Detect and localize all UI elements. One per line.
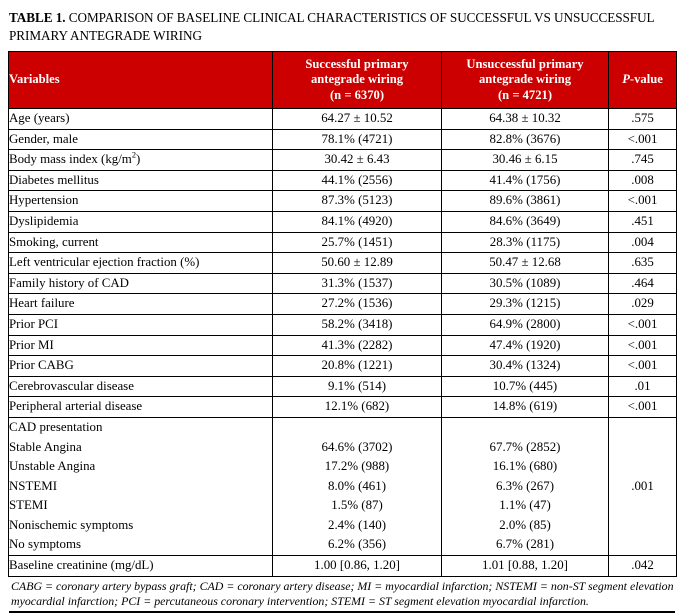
header-successful: [273, 52, 442, 109]
row-successful: 31.3% (1537): [273, 273, 442, 294]
row-unsuccessful: 89.6% (3861): [442, 191, 609, 212]
row-successful: 25.7% (1451): [273, 232, 442, 253]
row-pvalue: <.001: [609, 129, 677, 150]
cad-line-successful: 8.0% (461): [328, 478, 386, 493]
row-unsuccessful: 84.6% (3649): [442, 211, 609, 232]
row-unsuccessful: 64.9% (2800): [442, 314, 609, 335]
cad-line-unsuccessful: 16.1% (680): [492, 459, 558, 474]
table-row: [9, 253, 677, 274]
row-successful: 41.3% (2282): [273, 335, 442, 356]
row-unsuccessful: 30.4% (1324): [442, 356, 609, 377]
table-row: [9, 335, 677, 356]
cad-line-unsuccessful: 1.1% (47): [499, 498, 551, 513]
row-unsuccessful: 47.4% (1920): [442, 335, 609, 356]
table-row: [9, 191, 677, 212]
row-unsuccessful: 82.8% (3676): [442, 129, 609, 150]
header-successful-line2: antegrade wiring: [311, 72, 403, 87]
row-successful: 78.1% (4721): [273, 129, 442, 150]
row-variable: Smoking, current: [9, 232, 273, 253]
row-variable: Gender, male: [9, 129, 273, 150]
cad-variable-cell: [9, 417, 273, 555]
row-pvalue: .575: [609, 109, 677, 130]
row-variable: Prior MI: [9, 335, 273, 356]
cad-line-label: STEMI: [9, 498, 48, 513]
row-pvalue: .745: [609, 150, 677, 171]
table-row: [9, 314, 677, 335]
row-variable: Diabetes mellitus: [9, 170, 273, 191]
cad-line-successful: 1.5% (87): [331, 498, 383, 513]
row-unsuccessful: 28.3% (1175): [442, 232, 609, 253]
row-successful: 1.00 [0.86, 1.20]: [273, 556, 442, 577]
row-successful: 20.8% (1221): [273, 356, 442, 377]
cad-pvalue: .001: [631, 478, 654, 493]
table-row: [9, 397, 677, 418]
row-unsuccessful: 29.3% (1215): [442, 294, 609, 315]
row-variable: Cerebrovascular disease: [9, 376, 273, 397]
table-body: [9, 109, 677, 577]
cad-successful-cell: [273, 417, 442, 555]
cad-line-label: No symptoms: [9, 537, 81, 552]
row-successful: 64.27 ± 10.52: [273, 109, 442, 130]
row-successful: 87.3% (5123): [273, 191, 442, 212]
table-caption: [9, 9, 677, 44]
cad-line-successful: 17.2% (988): [324, 459, 390, 474]
row-unsuccessful: 41.4% (1756): [442, 170, 609, 191]
row-variable: [9, 150, 273, 171]
cad-pvalue-cell: [609, 417, 677, 555]
table-footnote: CABG = coronary artery bypass graft; CAD = coronary artery disease; MI = myocardial infarction; NSTEMI = non-ST segment elevation myocardial infarction; PCI = percutaneous coronary intervention; STEMI = ST segment elevation myocardial infarction.: [9, 577, 675, 613]
table-row: [9, 356, 677, 377]
cad-line-label: Nonischemic symptoms: [9, 517, 134, 532]
table-number: TABLE 1.: [9, 10, 66, 25]
row-pvalue: .01: [609, 376, 677, 397]
table-row: [9, 150, 677, 171]
cad-line-unsuccessful: 6.7% (281): [496, 537, 554, 552]
row-pvalue: .635: [609, 253, 677, 274]
header-unsuccessful-line2: antegrade wiring: [479, 72, 571, 87]
row-unsuccessful: 14.8% (619): [442, 397, 609, 418]
row-variable: Prior PCI: [9, 314, 273, 335]
table-row: [9, 294, 677, 315]
cad-presentation-row: [9, 417, 677, 555]
row-variable-tail: ): [136, 152, 141, 167]
row-variable: Peripheral arterial disease: [9, 397, 273, 418]
row-successful: 44.1% (2556): [273, 170, 442, 191]
cad-line-unsuccessful: 6.3% (267): [496, 478, 554, 493]
cad-line-successful: 2.4% (140): [328, 517, 386, 532]
row-variable-text: Body mass index (kg/m: [9, 152, 132, 167]
row-successful: 84.1% (4920): [273, 211, 442, 232]
row-variable-superscript: 2: [131, 150, 137, 160]
cad-line-label: Unstable Angina: [9, 459, 96, 474]
row-unsuccessful: 10.7% (445): [442, 376, 609, 397]
row-unsuccessful: 1.01 [0.88, 1.20]: [442, 556, 609, 577]
row-successful: 27.2% (1536): [273, 294, 442, 315]
table-row: [9, 232, 677, 253]
table-row: [9, 273, 677, 294]
header-variables: Variables: [9, 52, 273, 109]
cad-line-successful: 6.2% (356): [328, 537, 386, 552]
row-variable: Family history of CAD: [9, 273, 273, 294]
row-pvalue: .042: [609, 556, 677, 577]
row-unsuccessful: 50.47 ± 12.68: [442, 253, 609, 274]
table-row: [9, 211, 677, 232]
cad-line-unsuccessful: 2.0% (85): [499, 517, 551, 532]
row-pvalue: .008: [609, 170, 677, 191]
row-successful: 50.60 ± 12.89: [273, 253, 442, 274]
row-pvalue: <.001: [609, 191, 677, 212]
table-row: [9, 170, 677, 191]
table-caption-text: COMPARISON OF BASELINE CLINICAL CHARACTERISTICS OF SUCCESSFUL VS UNSUCCESSFUL PRIMARY ANTEGRADE WIRING: [9, 10, 655, 43]
row-variable: Prior CABG: [9, 356, 273, 377]
row-unsuccessful: 64.38 ± 10.32: [442, 109, 609, 130]
row-pvalue: .451: [609, 211, 677, 232]
row-variable: Hypertension: [9, 191, 273, 212]
row-unsuccessful: 30.46 ± 6.15: [442, 150, 609, 171]
row-variable: Dyslipidemia: [9, 211, 273, 232]
cad-line-unsuccessful: 67.7% (2852): [489, 439, 561, 454]
table-row: [9, 109, 677, 130]
table-row: [9, 129, 677, 150]
table-row: [9, 556, 677, 577]
row-successful: 58.2% (3418): [273, 314, 442, 335]
row-pvalue: .004: [609, 232, 677, 253]
header-pvalue-rest: -value: [629, 72, 663, 87]
cad-line-label: NSTEMI: [9, 478, 57, 493]
row-pvalue: .464: [609, 273, 677, 294]
header-successful-line1: Successful primary: [305, 56, 409, 71]
header-pvalue-italic: P: [622, 72, 630, 87]
baseline-characteristics-table: [8, 51, 677, 577]
header-successful-line3: (n = 6370): [329, 87, 385, 102]
header-unsuccessful: [442, 52, 609, 109]
cad-unsuccessful-cell: [442, 417, 609, 555]
row-pvalue: <.001: [609, 397, 677, 418]
row-variable: Age (years): [9, 109, 273, 130]
cad-line-label: CAD presentation: [9, 419, 103, 434]
row-pvalue: <.001: [609, 314, 677, 335]
row-pvalue: <.001: [609, 356, 677, 377]
row-successful: 9.1% (514): [273, 376, 442, 397]
header-unsuccessful-line1: Unsuccessful primary: [466, 56, 584, 71]
table-header: [9, 52, 677, 109]
header-unsuccessful-line3: (n = 4721): [497, 87, 553, 102]
header-row: [9, 52, 677, 109]
row-successful: 12.1% (682): [273, 397, 442, 418]
row-variable: Baseline creatinine (mg/dL): [9, 556, 273, 577]
row-unsuccessful: 30.5% (1089): [442, 273, 609, 294]
row-pvalue: <.001: [609, 335, 677, 356]
cad-line-successful: 64.6% (3702): [321, 439, 393, 454]
header-pvalue: [609, 52, 677, 109]
row-pvalue: .029: [609, 294, 677, 315]
row-successful: 30.42 ± 6.43: [273, 150, 442, 171]
cad-line-label: Stable Angina: [9, 439, 82, 454]
table-row: [9, 376, 677, 397]
row-variable: Left ventricular ejection fraction (%): [9, 253, 273, 274]
row-variable: Heart failure: [9, 294, 273, 315]
